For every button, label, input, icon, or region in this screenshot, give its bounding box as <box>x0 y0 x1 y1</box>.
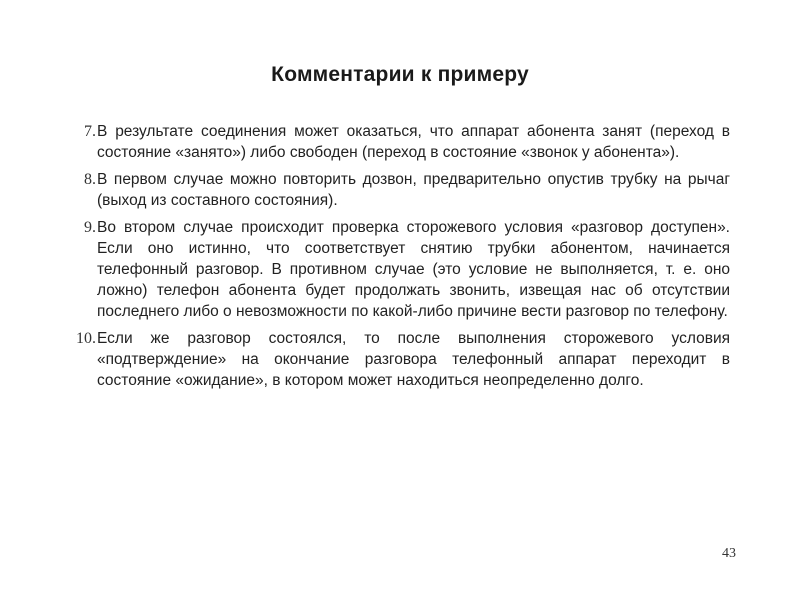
item-number: 10. <box>76 330 96 347</box>
item-text: Во втором случае происходит проверка сторожевого условия «разговор доступен». Если оно истинно, что соответствует снятию трубки абонентом, начинается телефонный разговор. В противном случае (это условие не выполняется, т. е. оно ложно) телефон абонента будет продолжать звонить, извещая нас об отсутствии последнего либо о невозможности по какой-либо причине вести разговор по телефону. <box>97 219 730 320</box>
list-item <box>40 328 730 391</box>
item-number: 8. <box>84 171 96 188</box>
list-item <box>40 217 730 322</box>
item-number: 9. <box>84 219 96 236</box>
slide-title: Комментарии к примеру <box>271 63 529 86</box>
item-text: В первом случае можно повторить дозвон, предварительно опустив трубку на рычаг (выход из составного состояния). <box>97 171 730 209</box>
item-text: В результате соединения может оказаться, что аппарат абонента занят (переход в состояние «занято») либо свободен (переход в состояние «звонок у абонента»). <box>97 123 730 161</box>
list-item <box>40 169 730 211</box>
comment-list <box>40 121 730 397</box>
page-number: 43 <box>722 546 736 561</box>
list-item <box>40 121 730 163</box>
item-text: Если же разговор состоялся, то после выполнения сторожевого условия «подтверждение» на окончание разговора телефонный аппарат переходит в состояние «ожидание», в котором может находиться неопределенно долго. <box>97 330 730 389</box>
item-number: 7. <box>84 123 96 140</box>
